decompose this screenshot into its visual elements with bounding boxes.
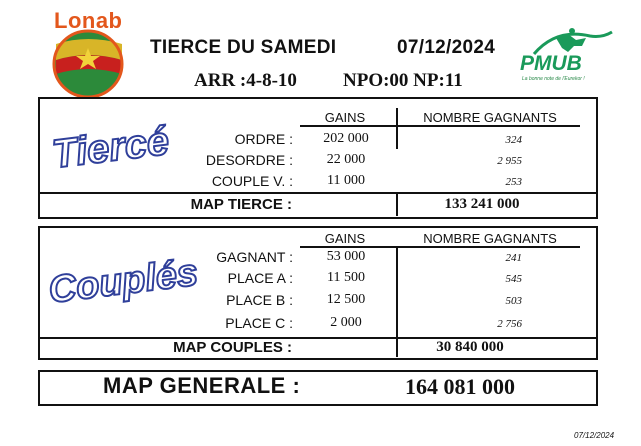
tierce-col-gains: GAINS xyxy=(324,110,366,125)
pmub-logo: PMUB xyxy=(520,52,582,75)
tierce-stamp-text: Tiercé xyxy=(49,118,172,177)
npo-np-line: NPO:00 NP:11 xyxy=(343,70,463,91)
couples-row-gain: 11 500 xyxy=(327,270,365,285)
tierce-header-underline xyxy=(300,125,580,127)
couples-row-gain: 53 000 xyxy=(326,249,366,264)
arrivee-line: ARR :4-8-10 xyxy=(194,70,297,91)
couples-row-gain: 12 500 xyxy=(326,292,366,307)
couples-row-label: PLACE A : xyxy=(227,270,293,286)
tierce-row-gagnants: 324 xyxy=(505,134,522,146)
map-couples-value: 30 840 000 xyxy=(436,339,504,355)
tierce-col-gagnants: NOMBRE GAGNANTS xyxy=(423,110,557,125)
tierce-row-gain: 202 000 xyxy=(323,131,369,146)
tierce-row-gain: 11 000 xyxy=(327,173,365,188)
tierce-column-divider xyxy=(396,108,398,149)
couples-map-column-divider xyxy=(396,337,398,357)
couples-row-gagnants: 241 xyxy=(505,252,522,264)
tierce-row-label: COUPLE V. : xyxy=(211,173,293,189)
tierce-row-gagnants: 253 xyxy=(505,176,522,188)
tierce-row-label: DESORDRE : xyxy=(205,152,293,168)
couples-col-gagnants: NOMBRE GAGNANTS xyxy=(423,231,557,246)
footer-date: 07/12/2024 xyxy=(574,431,615,440)
map-tierce-label: MAP TIERCE : xyxy=(190,196,292,213)
map-tierce-value: 133 241 000 xyxy=(444,196,520,212)
tierce-map-divider xyxy=(40,192,596,194)
map-generale-label: MAP GENERALE : xyxy=(103,373,301,398)
lonab-logo-text: Lonab xyxy=(54,8,123,33)
map-couples-label: MAP COUPLES : xyxy=(173,339,292,356)
tierce-row-gain: 22 000 xyxy=(326,152,366,167)
couples-col-gains: GAINS xyxy=(324,231,366,246)
couples-header-underline xyxy=(300,246,580,248)
couples-row-gagnants: 2 756 xyxy=(497,318,522,330)
couples-column-divider xyxy=(396,246,398,337)
page-title: TIERCE DU SAMEDI xyxy=(150,37,337,58)
couples-row-gain: 2 000 xyxy=(330,315,362,330)
tierce-row-label: ORDRE : xyxy=(234,131,293,147)
couples-row-gagnants: 545 xyxy=(505,273,522,285)
map-generale-value: 164 081 000 xyxy=(405,374,515,399)
couples-row-label: GAGNANT : xyxy=(216,249,293,265)
couples-row-label: PLACE B : xyxy=(226,292,293,308)
couples-stamp-text: Couplés xyxy=(46,251,201,312)
couples-row-gagnants: 503 xyxy=(505,295,522,307)
header-date: 07/12/2024 xyxy=(397,37,496,58)
tierce-row-gagnants: 2 955 xyxy=(497,155,522,167)
couples-row-label: PLACE C : xyxy=(225,315,293,331)
pmub-tagline: La bonne note de l'Eurekor ! xyxy=(522,76,585,82)
tierce-map-column-divider xyxy=(396,192,398,216)
